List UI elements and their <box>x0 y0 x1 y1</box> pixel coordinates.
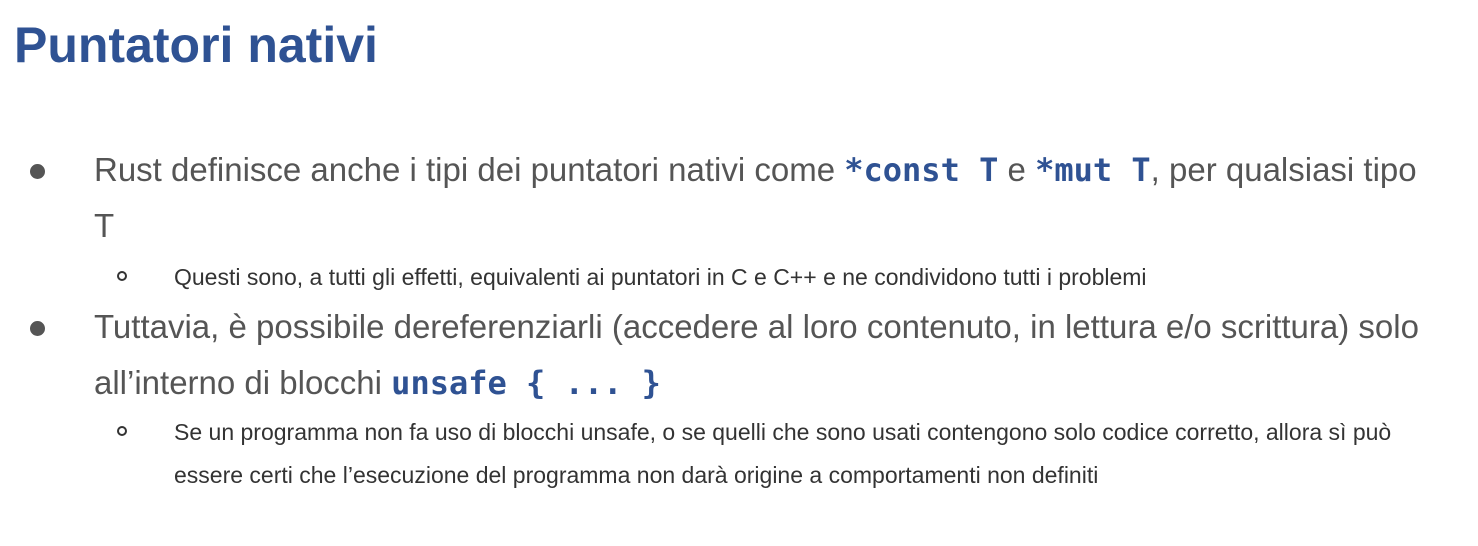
bullet-text-before: Rust definisce anche i tipi dei puntatori nativi come <box>94 151 845 188</box>
code-const-pointer: *const T <box>844 151 999 189</box>
slide-title: Puntatori nativi <box>14 17 378 73</box>
sub-bullet-undefined-behaviour <box>0 411 1478 497</box>
sub-bullet-text: Se un programma non fa uso di blocchi unsafe, o se quelli che sono usati contengono solo codice corretto, allora sì può essere certi che l’esecuzione del programma non darà origine a comportamenti non definiti <box>174 419 1392 488</box>
bullet-item-raw-pointer-types <box>0 142 1478 254</box>
sub-bullet-circle-icon <box>117 426 127 436</box>
sub-bullet-circle-icon <box>117 271 127 281</box>
bullet-text-mid: e <box>998 151 1036 188</box>
sub-bullet-text: Questi sono, a tutti gli effetti, equivalenti ai puntatori in C e C++ e ne condividono tutti i problemi <box>174 264 1147 290</box>
code-unsafe-block: unsafe { ... } <box>391 364 661 402</box>
bullet-list <box>0 142 1478 497</box>
bullet-item-unsafe-deref <box>0 299 1478 411</box>
bullet-text-before: Tuttavia, è possibile dereferenziarli (accedere al loro contenuto, in lettura e/o scrittura) solo all’interno di blocchi <box>94 308 1419 401</box>
sub-bullet-c-equivalence <box>0 256 1478 299</box>
code-mut-pointer: *mut T <box>1035 151 1151 189</box>
bullet-dot-icon <box>30 321 45 336</box>
bullet-text-after: , per qualsiasi tipo T <box>94 151 1417 244</box>
bullet-dot-icon <box>30 164 45 179</box>
